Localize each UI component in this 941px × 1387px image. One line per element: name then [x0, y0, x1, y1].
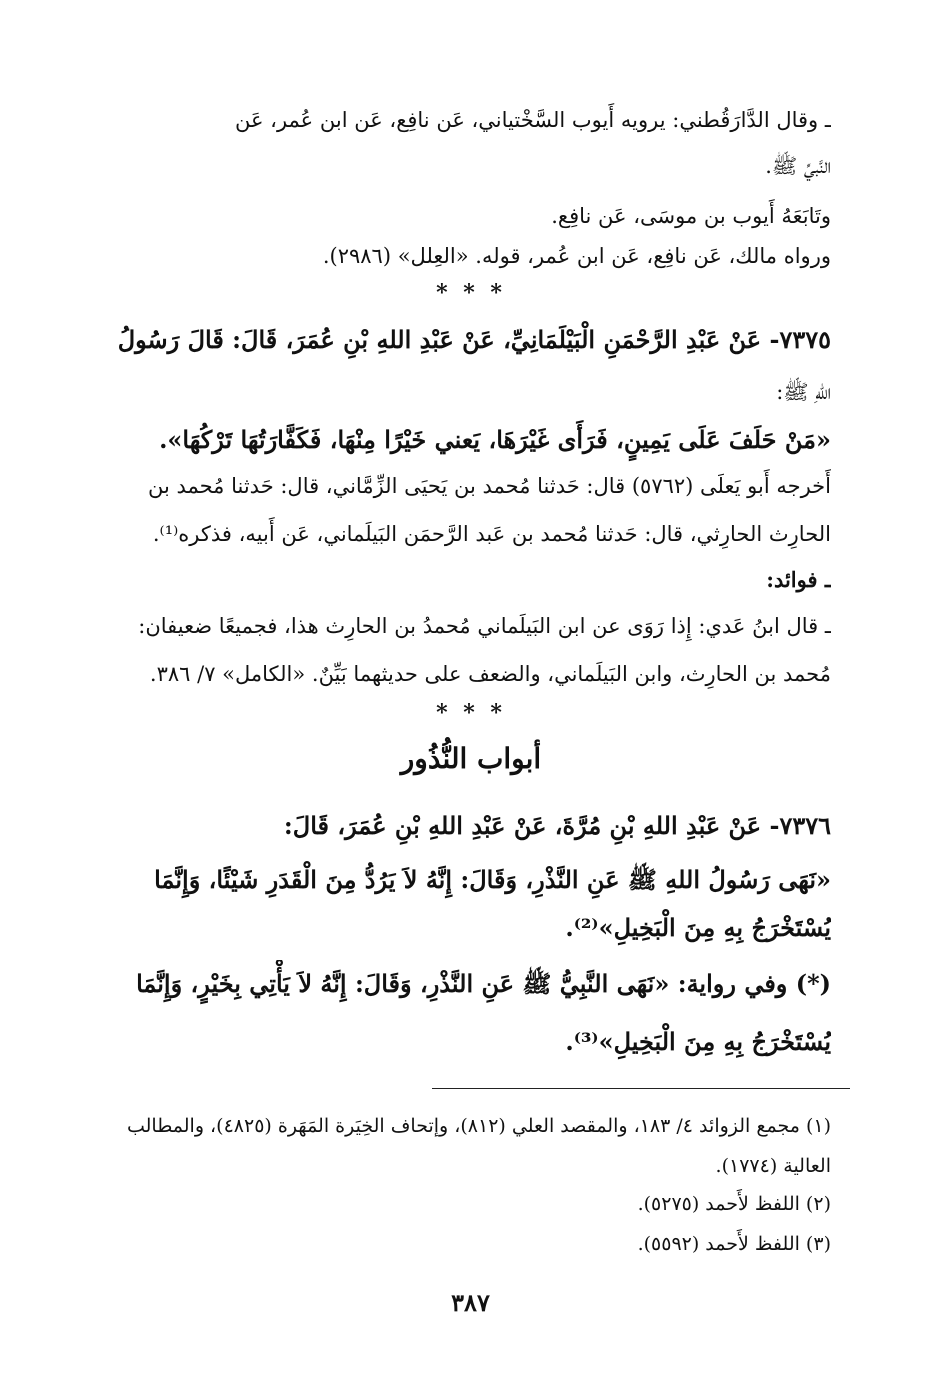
hadith-matn: «نَهَى رَسُولُ اللهِ ﷺ عَنِ النَّذْرِ، وَقَالَ: إِنَّهُ لاَ يَرُدُّ مِنَ الْقَدَرِ شَيْئًا، وَإِنَّمَا	[154, 865, 831, 894]
footnote: العالية (١٧٧٤).	[715, 1155, 831, 1177]
text-line: مُحمد بن الحارِث، وابن البَيلَماني، والضعف على حديثهما بَيِّنٌ. «الكامل» ٧/ ٣٨٦.	[149, 662, 831, 686]
hadith-matn: «مَنْ حَلَفَ عَلَى يَمِينٍ، فَرَأَى غَيْرَهَا، يَعني خَيْرًا مِنْهَا، فَكَفَّارَتُهَا تَرْكُهَا».	[159, 425, 831, 454]
section-separator: * * *	[436, 700, 506, 726]
footnote: (١) مجمع الزوائد ٤/ ١٨٣، والمقصد العلي (٨١٢)، وإتحاف الخِيَرة المَهَرة (٤٨٢٥)، والمطالب	[126, 1115, 831, 1137]
hadith-7375-line: ٧٣٧٥- عَنْ عَبْدِ الرَّحْمَنِ الْبَيْلَمَانِيِّ، عَنْ عَبْدِ اللهِ بْنِ عُمَرَ، قَالَ: قَالَ رَسُولُ	[117, 325, 831, 354]
takhrij-line: أَخرجه أَبو يَعلَى (٥٧٦٢) قال: حَدثنا مُحمد بن يَحيَى الزِّمَّاني، قال: حَدثنا مُحمد بن	[147, 474, 831, 498]
hadith-matn: يُسْتَخْرَجُ بِهِ مِنَ الْبَخِيلِ»⁽²⁾.	[565, 913, 831, 942]
text-line: ورواه مالك، عَن نافِع، عَن ابن عُمر، قوله. «العِلل» (٢٩٨٦).	[322, 244, 831, 268]
section-separator: * * *	[436, 280, 506, 306]
footnote-divider	[432, 1088, 850, 1089]
hadith-riwaya: يُسْتَخْرَجُ بِهِ مِنَ الْبَخِيلِ»⁽³⁾.	[565, 1027, 831, 1056]
chapter-heading: أبواب النُّذُور	[400, 742, 542, 775]
page-number: ٣٨٧	[451, 1288, 490, 1317]
text-line: النَّبيِّ ﷺ.	[765, 154, 831, 178]
takhrij-line: الحارِث الحارِثي، قال: حَدثنا مُحمد بن عَبد الرَّحمَن البَيلَماني، عَن أَبيه، فذكره⁽¹⁾.	[152, 522, 831, 546]
hadith-7376-line: ٧٣٧٦- عَنْ عَبْدِ اللهِ بْنِ مُرَّةَ، عَنْ عَبْدِ اللهِ بْنِ عُمَرَ، قَالَ:	[283, 811, 831, 840]
text-line: اللهِ ﷺ:	[776, 380, 831, 404]
footnote: (٣) اللفظ لأَحمد (٥٥٩٢).	[637, 1233, 831, 1255]
fawaid-heading: ـ فوائد:	[766, 567, 831, 592]
footnote: (٢) اللفظ لأَحمد (٥٢٧٥).	[637, 1193, 831, 1215]
hadith-riwaya: (*) وفي رواية: «نَهَى النَّبِيُّ ﷺ عَنِ النَّذْرِ، وَقَالَ: إِنَّهُ لاَ يَأْتِي بِخَيْرٍ، وَإِنَّمَا	[136, 969, 831, 998]
text-line: وتَابَعَهُ أَيوب بن موسَى، عَن نافِع.	[551, 204, 831, 228]
text-line: ـ وقال الدَّارَقُطني: يرويه أَيوب السَّخْتياني، عَن نافِع، عَن ابن عُمر، عَن	[234, 108, 831, 132]
text-line: ـ قال ابنُ عَدي: إِذا رَوَى عن ابن البَيلَماني مُحمدُ بن الحارِث هذا، فجميعًا ضعيفان:	[138, 614, 831, 638]
